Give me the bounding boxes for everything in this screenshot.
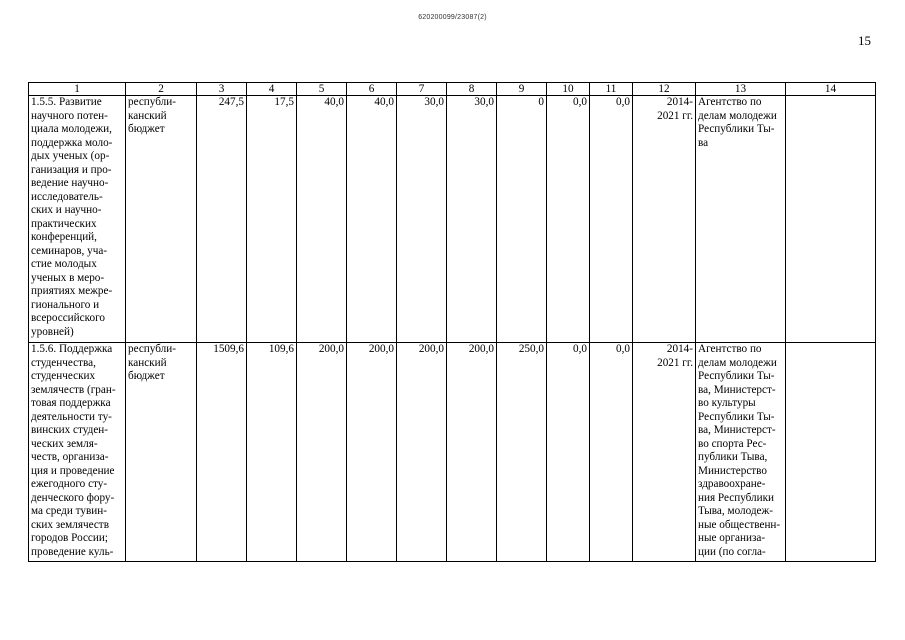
executor-cell: Агентство по делам молодежи Республики Ты- ва, Министерст- во культуры Республики Ты- ва, Министерст- во спорта Рес- публики Тыва, Министерство здравоохране- ния Республики Тыва, молодеж- ные общественн- ные организа- ции (по согла- bbox=[696, 343, 786, 562]
column-header: 4 bbox=[247, 83, 297, 96]
activity-cell: 1.5.5. Развитие научного потен- циала молодежи, поддержка моло- дых ученых (ор- ганизация и про- ведение научно- исследователь- ских и научно- практических конференций, семинаров, уча- стие молодых ученых в меро- приятиях межре- гионального и всероссийского уровней) bbox=[29, 96, 126, 343]
year-value-cell: 0,0 bbox=[547, 96, 590, 343]
year-value-cell: 40,0 bbox=[297, 96, 347, 343]
column-header: 6 bbox=[347, 83, 397, 96]
year-value-cell: 0,0 bbox=[590, 343, 633, 562]
result-cell bbox=[786, 96, 876, 343]
year-value-cell: 30,0 bbox=[447, 96, 497, 343]
document-code: 620200099/23087(2) bbox=[418, 14, 487, 21]
column-header: 12 bbox=[633, 83, 696, 96]
column-header: 2 bbox=[126, 83, 197, 96]
year-value-cell: 0 bbox=[497, 96, 547, 343]
year-value-cell: 250,0 bbox=[497, 343, 547, 562]
period-cell: 2014- 2021 гг. bbox=[633, 343, 696, 562]
year-value-cell: 200,0 bbox=[447, 343, 497, 562]
result-cell bbox=[786, 343, 876, 562]
column-header: 10 bbox=[547, 83, 590, 96]
column-header: 8 bbox=[447, 83, 497, 96]
column-header: 9 bbox=[497, 83, 547, 96]
column-header: 13 bbox=[696, 83, 786, 96]
total-cell: 1509,6 bbox=[197, 343, 247, 562]
column-header: 7 bbox=[397, 83, 447, 96]
activity-cell: 1.5.6. Поддержка студенчества, студенческих землячеств (гран- товая поддержка деятельности ту- винских студен- ческих земля- честв, организа- ция и проведение ежегодного сту- денческого фору- ма среди тувин- ских землячеств городов России; проведение куль- bbox=[29, 343, 126, 562]
column-number-row bbox=[29, 83, 876, 96]
year-value-cell: 0,0 bbox=[547, 343, 590, 562]
column-header: 1 bbox=[29, 83, 126, 96]
program-table bbox=[28, 82, 876, 562]
column-header: 3 bbox=[197, 83, 247, 96]
table-row bbox=[29, 343, 876, 562]
year-value-cell: 200,0 bbox=[347, 343, 397, 562]
column-header: 14 bbox=[786, 83, 876, 96]
year-value-cell: 17,5 bbox=[247, 96, 297, 343]
period-cell: 2014- 2021 гг. bbox=[633, 96, 696, 343]
year-value-cell: 40,0 bbox=[347, 96, 397, 343]
year-value-cell: 200,0 bbox=[397, 343, 447, 562]
page-number: 15 bbox=[858, 33, 871, 48]
total-cell: 247,5 bbox=[197, 96, 247, 343]
year-value-cell: 200,0 bbox=[297, 343, 347, 562]
year-value-cell: 0,0 bbox=[590, 96, 633, 343]
funding-source-cell: республи- канский бюджет bbox=[126, 343, 197, 562]
year-value-cell: 109,6 bbox=[247, 343, 297, 562]
funding-source-cell: республи- канский бюджет bbox=[126, 96, 197, 343]
executor-cell: Агентство по делам молодежи Республики Ты- ва bbox=[696, 96, 786, 343]
column-header: 11 bbox=[590, 83, 633, 96]
column-header: 5 bbox=[297, 83, 347, 96]
year-value-cell: 30,0 bbox=[397, 96, 447, 343]
table-row bbox=[29, 96, 876, 343]
